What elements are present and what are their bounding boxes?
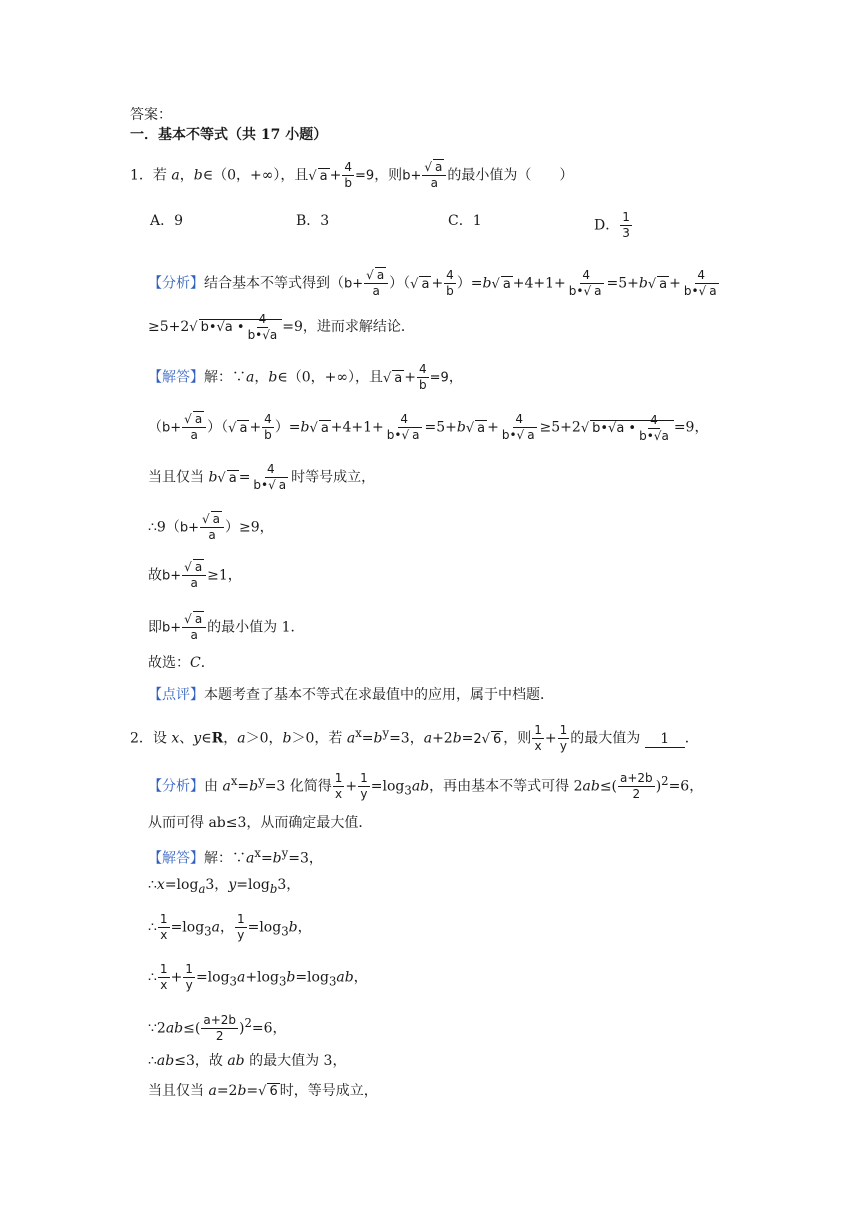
q2-solution-line-4: ∴ $\frac{1}{x}$ + $\frac{1}{y}$ $=\log_3a+\log_3b=\log_3ab$， [148,962,368,992]
q1-solution-line-2: （b+ $\frac{√ a}{a}$ ）（√ a + $\frac{4}{b}$ ）=b√ a +4+1+ $\frac{4}{b•√ a}$ =5+b√ a + $\frac{4}{b•√ a}$ ≥5+2√ b•√a • $\frac{4}{b•√a}$ =9， [148,412,709,443]
q2-analysis-tag: 【分析】 [148,778,204,795]
q2-answer-blank: 1 [645,731,685,748]
q2-solution-line-5: ∵2ab≤( $\frac{a+2b}{2}$ )$^2$=6， [148,1013,287,1044]
q2-solution-tag: 【解答】 [148,850,204,867]
q2-analysis-line2: 从而可得 ab≤3，从而确定最大值． [148,815,373,831]
option-d [594,210,633,241]
q1-solution-line-1: 【解答】解：∵a，b∈（0，+∞），且√ a + $\frac{4}{b}$ =9， [148,362,463,392]
q1-solution-line-3: 当且仅当 b√ a = $\frac{4}{b•√ a}$ 时等号成立， [148,462,376,492]
q1-solution-line-7: 故选：C． [148,655,215,671]
option-c: C．1 [448,213,482,229]
option-b: B．3 [296,213,330,229]
solution-tag: 【解答】 [148,369,204,386]
q2-solution-line-2: $\therefore x=\log_a3$，$y=\log_b3$， [148,877,301,896]
question-2-number: 2． [130,730,153,747]
q2-solution-line-6: ∴ab≤3，故 ab 的最大值为 3， [148,1053,347,1069]
q1-solution-line-6: 即b+ $\frac{√ a}{a}$ 的最小值为 1． [148,612,305,642]
q2-solution-line-7: 当且仅当 a=2b=√ 6 时，等号成立， [148,1083,378,1099]
q1-comment [148,684,554,706]
option-d-fraction: $\frac{1}{3}$ [622,210,630,240]
comment-text: 本题考查了基本不等式在求最值中的应用，属于中档题． [204,687,554,703]
option-d-label: D． [594,217,620,234]
q1-analysis-line2: ≥5+2√ b•√a • $\frac{4}{b•√a}$ =9，进而求解结论． [148,312,415,342]
comment-tag: 【点评】 [148,687,204,703]
answer-label: 答案： [130,107,172,123]
question-2-stem: 2．设 x、y∈R，a＞0，b＞0，若 $a^x=b^y=3$，a+2b=2√ 6 ，则 $\frac{1}{x}$ + $\frac{1}{y}$ 的最大值为 1 ． [130,723,699,754]
q1-solution-line-5: 故b+ $\frac{√ a}{a}$ ≥1， [148,560,242,590]
option-a: A．9 [150,213,184,229]
q2-analysis: 【分析】由 $a^x=b^y=3$ 化简得 $\frac{1}{x}$ + $\frac{1}{y}$ $=\log_3ab$，再由基本不等式可得 2ab≤( $\frac{a+2b}{2}$ )$^2$=6， [148,771,704,802]
question-1-stem: 1．若 a，b∈（0，+∞），且√ a + $\frac{4}{b}$ =9，则b+ $\frac{√ a}{a}$ 的最小值为（ ） [130,160,574,190]
q2-solution-line-3: ∴ $\frac{1}{x}$ $=\log_3a$， $\frac{1}{y}$ $=\log_3b$， [148,912,312,942]
q1-solution-line-4: ∴9（b+ $\frac{√ a}{a}$ ）≥9， [148,512,274,542]
q2-solution-line-1: 【解答】解：$\because a^x=b^y=3$， [148,846,323,867]
section-title: 一．基本不等式（共 17 小题） [130,127,328,143]
q1-analysis: 【分析】结合基本不等式得到（b+ $\frac{√ a}{a}$ ）（√ a + $\frac{4}{b}$ ）=b√ a +4+1+ $\frac{4}{b•√ a}$ =5+b√ a + $\frac{4}{b•√ a}$ [148,268,717,298]
question-1-number: 1． [130,167,153,184]
analysis-tag: 【分析】 [148,275,204,292]
